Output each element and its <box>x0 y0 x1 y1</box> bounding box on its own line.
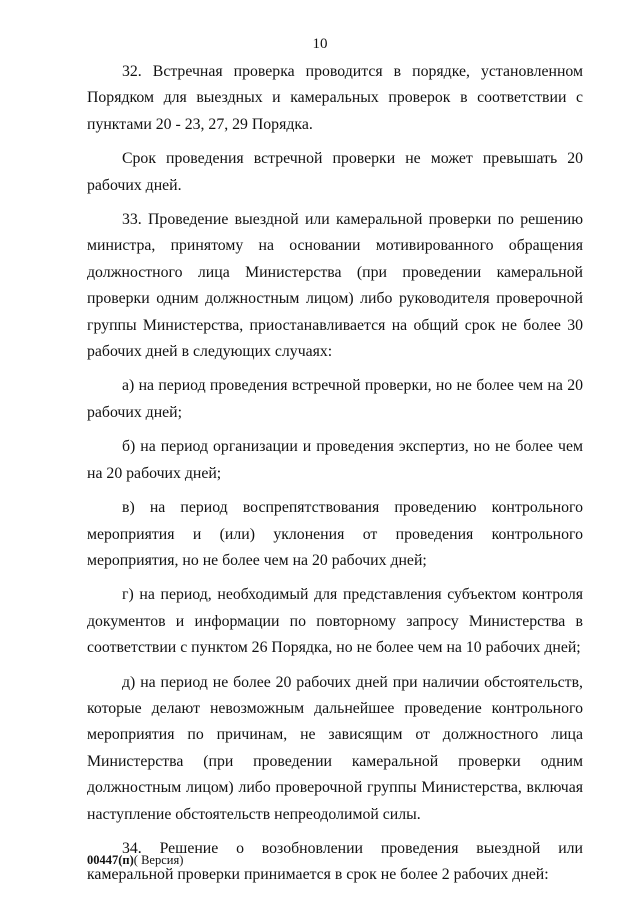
list-item-a: а) на период проведения встречной проверки, но не более чем на 20 рабочих дней; <box>87 377 583 421</box>
list-item-v: в) на период воспрепятствования проведению контрольного мероприятия и (или) уклонения от проведения контрольного мероприятия, но не более чем на 20 рабочих дней; <box>87 499 583 569</box>
paragraph-check-term: Срок проведения встречной проверки не может превышать 20 рабочих дней. <box>87 150 583 194</box>
list-item-d: д) на период не более 20 рабочих дней при наличии обстоятельств, которые делают невозможным дальнейшее проведение контрольного мероприятия по причинам, не зависящим от должностного лица Министерства (при проведении камеральной проверки одним должностным лицом) либо проверочной группы Министерства, включая наступление обстоятельств непреодолимой силы. <box>87 673 583 823</box>
list-item-b: б) на период организации и проведения экспертиз, но не более чем на 20 рабочих дней; <box>87 438 583 482</box>
document-body <box>87 59 583 889</box>
paragraph-33: 33. Проведение выездной или камеральной проверки по решению министра, принятому на основании мотивированного обращения должностного лица Министерства (при проведении камеральной проверки одним должностным лицом) либо руководителя проверочной группы Министерства, приостанавливается на общий срок не более 30 рабочих дней в следующих случаях: <box>87 211 583 361</box>
paragraph-32: 32. Встречная проверка проводится в порядке, установленном Порядком для выездных и камеральных проверок в соответствии с пунктами 20 - 23, 27, 29 Порядка. <box>87 63 583 133</box>
page-number: 10 <box>312 36 328 52</box>
document-footer-code <box>87 852 183 868</box>
list-item-g: г) на период, необходимый для представления субъектом контроля документов и информации по повторному запросу Министерства в соответствии с пунктом 26 Порядка, но не более чем на 10 рабочих дней; <box>87 586 583 657</box>
paragraph-34: 34. Решение о возобновлении проведения выездной или камеральной проверки принимается в срок не более 2 рабочих дней: <box>87 839 583 884</box>
footer-doc-code: 00447(п) <box>87 853 134 867</box>
footer-version: ( Версия) <box>133 853 184 867</box>
